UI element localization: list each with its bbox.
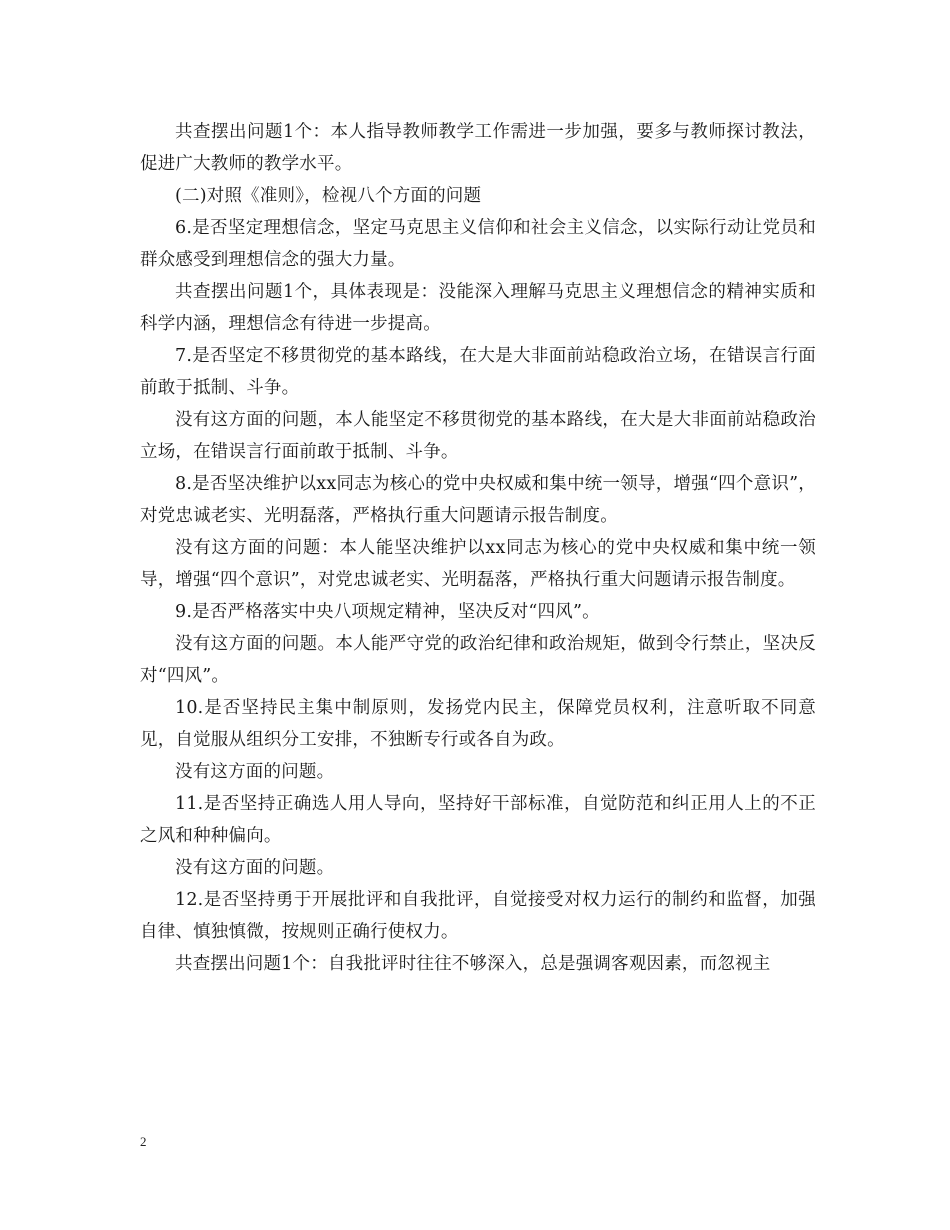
answer-6: 共查摆出问题1个，具体表现是：没能深入理解马克思主义理想信念的精神实质和科学内涵，理想信念有待进一步提高。 [140, 282, 816, 334]
answer-7: 没有这方面的问题，本人能坚定不移贯彻党的基本路线，在大是大非面前站稳政治立场，在错误言行面前敢于抵制、斗争。 [140, 410, 816, 462]
paragraph-1: 共查摆出问题1个：本人指导教师教学工作需进一步加强，要多与教师探讨教法，促进广大教师的教学水平。 [140, 122, 816, 174]
question-7: 7.是否坚定不移贯彻党的基本路线，在大是大非面前站稳政治立场，在错误言行面前敢于抵制、斗争。 [140, 346, 816, 398]
answer-12: 共查摆出问题1个：自我批评时往往不够深入，总是强调客观因素，而忽视主 [175, 954, 771, 974]
section-heading-2: (二)对照《准则》，检视八个方面的问题 [175, 186, 482, 206]
question-12: 12.是否坚持勇于开展批评和自我批评，自觉接受对权力运行的制约和监督，加强自律、慎独慎微，按规则正确行使权力。 [140, 890, 816, 942]
answer-10: 没有这方面的问题。 [175, 762, 335, 782]
question-9: 9.是否严格落实中央八项规定精神，坚决反对“四风”。 [175, 602, 600, 622]
answer-9: 没有这方面的问题。本人能严守党的政治纪律和政治规矩，做到令行禁止，坚决反对“四风”。 [140, 634, 816, 686]
answer-8: 没有这方面的问题：本人能坚决维护以xx同志为核心的党中央权威和集中统一领导，增强“四个意识”，对党忠诚老实、光明磊落，严格执行重大问题请示报告制度。 [140, 538, 816, 590]
question-11: 11.是否坚持正确选人用人导向，坚持好干部标准，自觉防范和纠正用人上的不正之风和种种偏向。 [140, 794, 816, 846]
question-8: 8.是否坚决维护以xx同志为核心的党中央权威和集中统一领导，增强“四个意识”，对党忠诚老实、光明磊落，严格执行重大问题请示报告制度。 [140, 474, 816, 526]
answer-11: 没有这方面的问题。 [175, 858, 335, 878]
document-body [140, 116, 816, 980]
question-6: 6.是否坚定理想信念，坚定马克思主义信仰和社会主义信念，以实际行动让党员和群众感受到理想信念的强大力量。 [140, 218, 816, 270]
page-number: 2 [140, 1134, 147, 1149]
question-10: 10.是否坚持民主集中制原则，发扬党内民主，保障党员权利，注意听取不同意见，自觉服从组织分工安排，不独断专行或各自为政。 [140, 698, 816, 750]
